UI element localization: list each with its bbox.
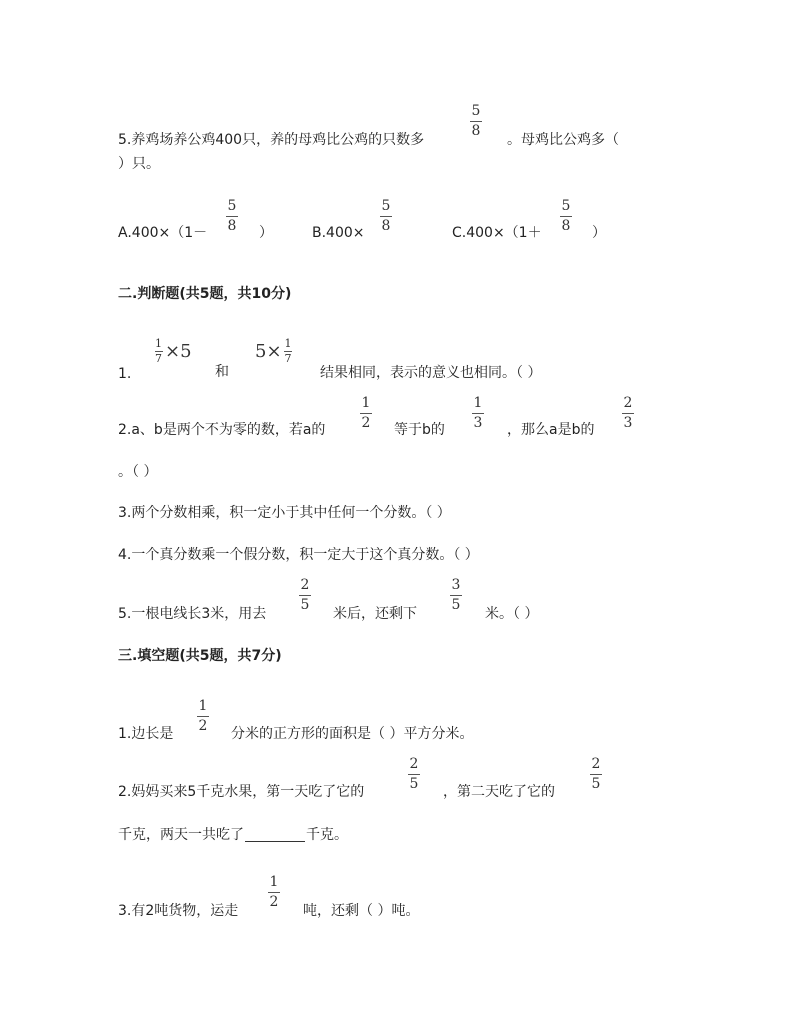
question-5-text-c: ）只。	[118, 156, 160, 172]
fill-q2-text-b: ，第二天吃了它的	[443, 784, 555, 800]
fraction-bar	[472, 413, 484, 414]
option-a-close: ）	[259, 225, 273, 241]
option-c-close: ）	[592, 225, 606, 241]
fill-q2-text-c: 千克，两天一共吃了	[118, 827, 244, 843]
fraction-bar	[590, 774, 602, 775]
fraction-numerator: 5	[471, 103, 481, 119]
judge-q3-text: 3.两个分数相乘，积一定小于其中任何一个分数。（ ）	[118, 505, 451, 521]
fraction-numerator: 5	[227, 198, 237, 214]
judge-q2-text-b: 等于b的	[394, 422, 445, 438]
fraction	[450, 578, 462, 612]
fraction-bar	[622, 413, 634, 414]
option-a-text: A.400×（1－	[118, 225, 208, 241]
fraction-numerator: 2	[623, 395, 633, 411]
fraction	[408, 757, 420, 791]
fraction-numerator: 2	[300, 577, 310, 593]
fraction-denominator: 8	[381, 218, 391, 234]
fraction	[590, 757, 602, 791]
fraction-numerator: 2	[591, 756, 601, 772]
fraction-bar	[226, 216, 238, 217]
judge-q1-text: 结果相同，表示的意义也相同。（ ）	[320, 365, 542, 381]
judge-q5-text-b: 米后，还剩下	[333, 606, 417, 622]
fraction-numerator: 5	[381, 198, 391, 214]
fraction-numerator: 2	[409, 756, 419, 772]
fraction-denominator: 3	[473, 415, 483, 431]
fraction-numerator: 1	[269, 874, 279, 890]
fill-q3-text-b: 吨，还剩（ ）吨。	[303, 903, 420, 919]
fraction-numerator: 3	[451, 577, 461, 593]
expression-lead: 5×	[255, 340, 282, 362]
fill-q2-line-2	[118, 828, 348, 842]
fraction	[622, 396, 634, 430]
fraction-bar	[197, 716, 209, 717]
fraction-numerator: 1	[284, 337, 292, 350]
fill-q1-text-a: 1.边长是	[118, 726, 174, 742]
fraction	[472, 396, 484, 430]
fraction-bar	[470, 121, 482, 122]
fraction-denominator: 7	[284, 352, 292, 365]
question-5-text-a: 5.养鸡场养公鸡400只，养的母鸡比公鸡的只数多	[118, 132, 425, 148]
fraction-denominator: 2	[269, 894, 279, 910]
judge-q1-and: 和	[215, 364, 229, 380]
question-5-text-b: 。母鸡比公鸡多（	[507, 132, 619, 148]
fraction-bar	[360, 413, 372, 414]
fill-q2-text-a: 2.妈妈买来5千克水果，第一天吃了它的	[118, 784, 365, 800]
fraction-bar	[560, 216, 572, 217]
fill-q1-text-b: 分米的正方形的面积是（ ）平方分米。	[231, 726, 474, 742]
judge-q5-text-c: 米。（ ）	[485, 606, 539, 622]
judge-q1-expression-1	[152, 338, 192, 364]
judge-q2-text-d: 。（ ）	[118, 464, 158, 480]
fraction	[197, 699, 209, 733]
fraction-denominator: 7	[155, 352, 162, 365]
expression-operator: ×5	[165, 340, 192, 362]
fraction	[268, 875, 280, 909]
fraction	[299, 578, 311, 612]
fraction-denominator: 2	[198, 718, 208, 734]
judge-q2-text-c: ，那么a是b的	[507, 422, 595, 438]
section-2-heading: 二.判断题(共5题，共10分)	[118, 286, 292, 302]
section-3-heading: 三.填空题(共5题，共7分)	[118, 648, 282, 664]
fraction	[154, 338, 163, 364]
fraction-bar	[268, 892, 280, 893]
fraction-denominator: 5	[300, 597, 310, 613]
fraction-denominator: 2	[361, 415, 371, 431]
option-b-fraction	[380, 199, 392, 233]
fill-q3-text-a: 3.有2吨货物，运走	[118, 903, 239, 919]
judge-q2-text-a: 2.a、b是两个不为零的数，若a的	[118, 422, 326, 438]
fraction-denominator: 8	[471, 123, 481, 139]
fraction-denominator: 5	[409, 776, 419, 792]
judge-q4-text: 4.一个真分数乘一个假分数，积一定大于这个真分数。（ ）	[118, 547, 479, 563]
fraction-numerator: 1	[473, 395, 483, 411]
fraction-numerator: 1	[198, 698, 208, 714]
answer-blank[interactable]	[245, 841, 305, 842]
judge-q1-expression-2	[255, 338, 295, 364]
option-c-fraction	[560, 199, 572, 233]
fraction-bar	[380, 216, 392, 217]
fraction	[360, 396, 372, 430]
fraction-numerator: 5	[561, 198, 571, 214]
option-c-text: C.400×（1＋	[452, 225, 542, 241]
fraction-numerator: 1	[155, 337, 162, 350]
fraction-numerator: 1	[361, 395, 371, 411]
fill-q2-text-d: 千克。	[306, 827, 348, 843]
fraction-denominator: 8	[227, 218, 237, 234]
judge-q5-text-a: 5.一根电线长3米，用去	[118, 606, 267, 622]
fraction	[284, 338, 293, 364]
fraction-denominator: 5	[591, 776, 601, 792]
option-a-fraction	[226, 199, 238, 233]
fraction-bar	[299, 595, 311, 596]
fraction-denominator: 5	[451, 597, 461, 613]
fraction-bar	[450, 595, 462, 596]
fraction-bar	[408, 774, 420, 775]
fraction-denominator: 3	[623, 415, 633, 431]
option-b-text: B.400×	[312, 225, 365, 241]
fraction	[470, 104, 482, 138]
judge-q1-number: 1.	[118, 366, 132, 382]
fraction-denominator: 8	[561, 218, 571, 234]
